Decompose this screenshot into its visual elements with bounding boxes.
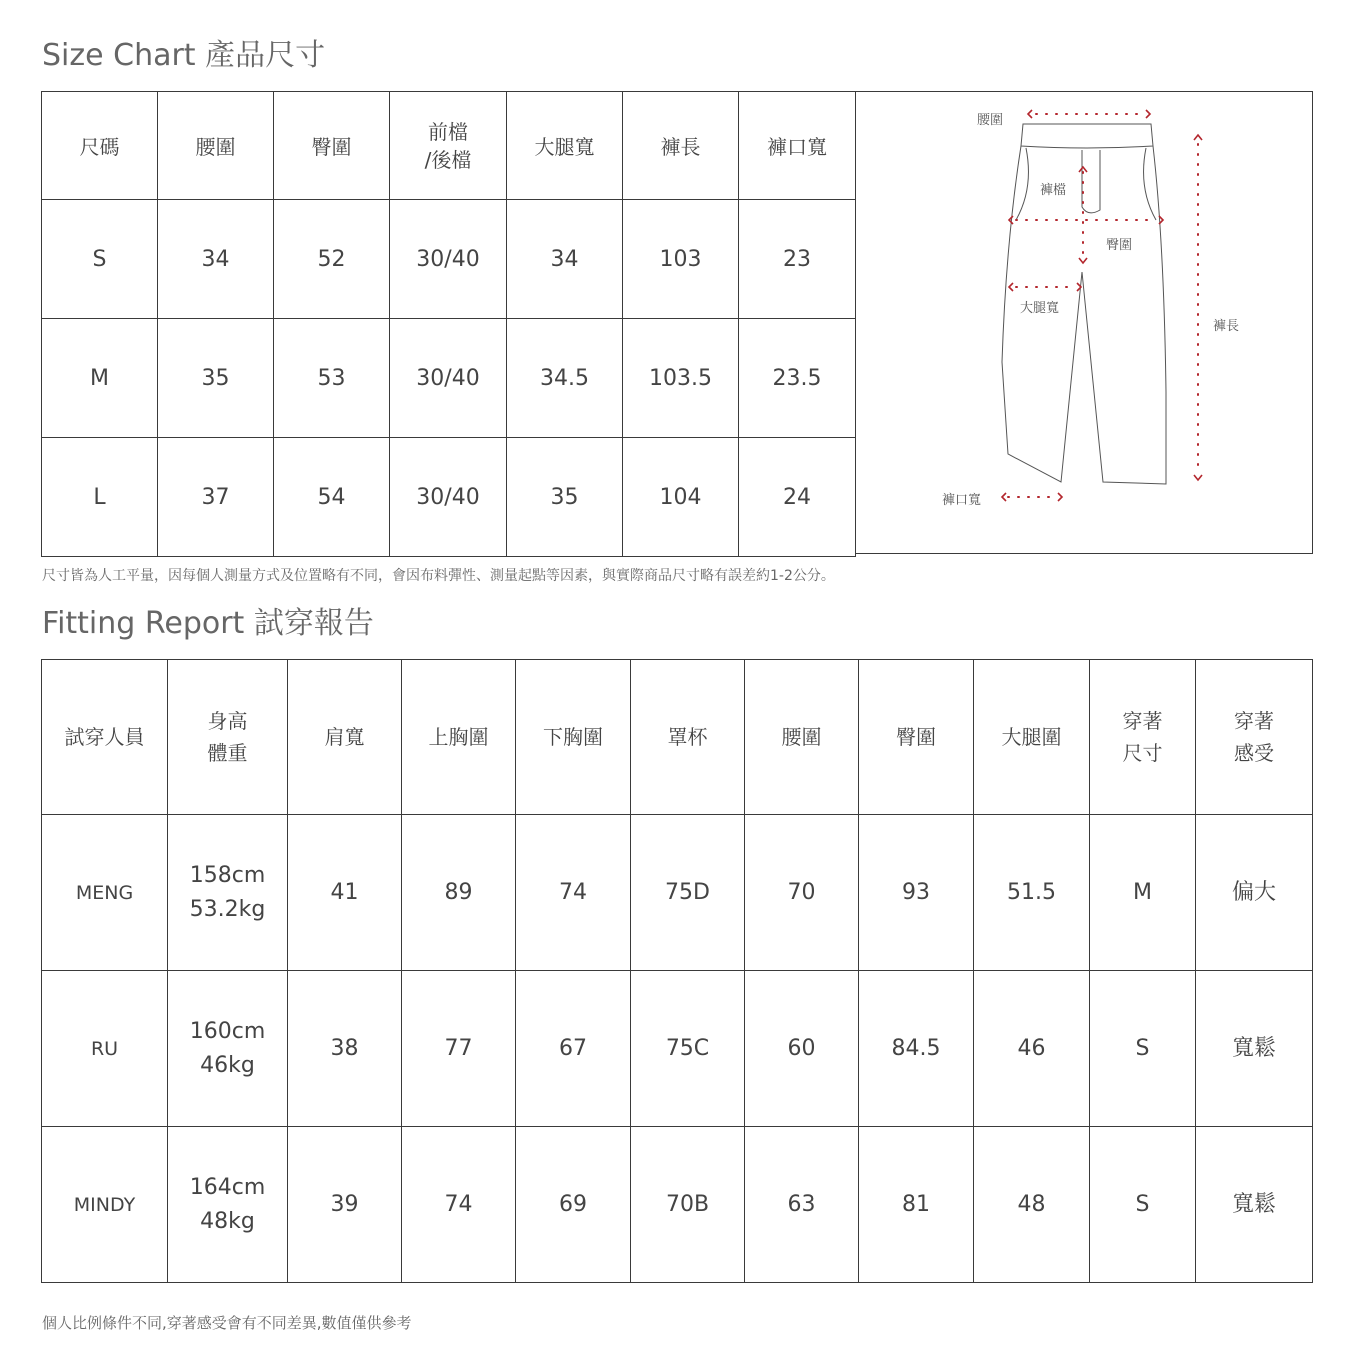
hip-cell: 54 (274, 438, 390, 557)
pants-measurement-diagram (855, 91, 1313, 554)
height-weight-cell (168, 971, 288, 1127)
header-height: 身高 (207, 709, 248, 733)
waist-cell: 70 (745, 815, 859, 971)
header-feel-line1: 穿著 (1234, 709, 1274, 733)
hip-cell: 93 (859, 815, 974, 971)
header-size: 尺碼 (42, 92, 158, 200)
header-length: 褲長 (623, 92, 739, 200)
header-thigh: 大腿寬 (507, 92, 623, 200)
person-name: RU (42, 971, 168, 1127)
feel-cell: 偏大 (1196, 815, 1313, 971)
feel-cell: 寬鬆 (1196, 971, 1313, 1127)
diagram-label-hem: 褲口寬 (942, 493, 982, 508)
header-waist: 腰圍 (745, 660, 859, 815)
header-rise (390, 92, 507, 200)
header-worn-size (1090, 660, 1196, 815)
upper-bust-cell: 89 (402, 815, 516, 971)
rise-cell: 30/40 (390, 319, 507, 438)
thigh-cell: 46 (974, 971, 1090, 1127)
height-value: 158cm (189, 862, 266, 888)
waistband-outline (1021, 124, 1153, 148)
diagram-label-thigh: 大腿寬 (1020, 301, 1060, 316)
header-under-bust: 下胸圍 (516, 660, 631, 815)
height-value: 164cm (189, 1174, 266, 1200)
hip-cell: 52 (274, 200, 390, 319)
length-cell: 103.5 (623, 319, 739, 438)
length-cell: 104 (623, 438, 739, 557)
weight-value: 48kg (200, 1208, 255, 1234)
fitting-report-table (41, 659, 1313, 1283)
waist-cell: 37 (158, 438, 274, 557)
person-name: MENG (42, 815, 168, 971)
weight-value: 53.2kg (189, 896, 266, 922)
header-person: 試穿人員 (42, 660, 168, 815)
header-upper-bust: 上胸圍 (402, 660, 516, 815)
upper-bust-cell: 74 (402, 1127, 516, 1283)
header-worn-size-line1: 穿著 (1122, 709, 1163, 733)
thigh-cell: 34 (507, 200, 623, 319)
fit-row (42, 971, 1313, 1127)
diagram-label-rise: 褲檔 (1040, 183, 1067, 198)
hip-cell: 53 (274, 319, 390, 438)
size-chart-note: 尺寸皆為人工平量，因每個人測量方式及位置略有不同，會因布料彈性、測量起點等因素，與實際商品尺寸略有誤差約1-2公分。 (42, 568, 835, 584)
fly-outline (1082, 150, 1100, 213)
shoulder-cell: 39 (288, 1127, 402, 1283)
fit-header-row (42, 660, 1313, 815)
waist-cell: 34 (158, 200, 274, 319)
cup-cell: 75C (631, 971, 745, 1127)
size-row (42, 319, 856, 438)
person-name: MINDY (42, 1127, 168, 1283)
size-row (42, 200, 856, 319)
size-chart-title: Size Chart 產品尺寸 (42, 38, 326, 73)
under-bust-cell: 67 (516, 971, 631, 1127)
hip-cell: 81 (859, 1127, 974, 1283)
size-cell: M (42, 319, 158, 438)
length-cell: 103 (623, 200, 739, 319)
height-weight-cell (168, 815, 288, 971)
left-pocket-outline (1016, 148, 1028, 220)
hem-cell: 23.5 (739, 319, 856, 438)
header-weight: 體重 (207, 741, 248, 765)
shoulder-cell: 41 (288, 815, 402, 971)
header-height-weight (168, 660, 288, 815)
size-cell: S (42, 200, 158, 319)
worn-size-cell: S (1090, 1127, 1196, 1283)
pants-illustration (856, 92, 1312, 553)
worn-size-cell: M (1090, 815, 1196, 971)
cup-cell: 70B (631, 1127, 745, 1283)
diagram-label-hip: 臀圍 (1106, 238, 1133, 253)
weight-value: 46kg (200, 1052, 255, 1078)
hip-cell: 84.5 (859, 971, 974, 1127)
waist-cell: 63 (745, 1127, 859, 1283)
header-feel-line2: 感受 (1234, 741, 1274, 765)
header-hem: 褲口寬 (739, 92, 856, 200)
size-chart-table (41, 91, 856, 557)
upper-bust-cell: 77 (402, 971, 516, 1127)
fitting-report-title: Fitting Report 試穿報告 (42, 606, 374, 641)
fit-row (42, 815, 1313, 971)
fit-row (42, 1127, 1313, 1283)
waist-cell: 35 (158, 319, 274, 438)
size-cell: L (42, 438, 158, 557)
hem-cell: 23 (739, 200, 856, 319)
diagram-label-waist: 腰圍 (977, 113, 1004, 128)
thigh-cell: 35 (507, 438, 623, 557)
thigh-cell: 48 (974, 1127, 1090, 1283)
rise-cell: 30/40 (390, 438, 507, 557)
fitting-report-note: 個人比例條件不同,穿著感受會有不同差異,數值僅供參考 (42, 1314, 412, 1332)
height-value: 160cm (189, 1018, 266, 1044)
header-waist: 腰圍 (158, 92, 274, 200)
thigh-cell: 34.5 (507, 319, 623, 438)
size-row (42, 438, 856, 557)
worn-size-cell: S (1090, 971, 1196, 1127)
header-worn-size-line2: 尺寸 (1122, 741, 1163, 765)
height-weight-cell (168, 1127, 288, 1283)
header-hip: 臀圍 (274, 92, 390, 200)
header-thigh: 大腿圍 (974, 660, 1090, 815)
header-rise-back: /後檔 (424, 147, 472, 172)
cup-cell: 75D (631, 815, 745, 971)
header-rise-front: 前檔 (428, 119, 468, 144)
diagram-label-length: 褲長 (1213, 319, 1240, 334)
size-header-row (42, 92, 856, 200)
waist-cell: 60 (745, 971, 859, 1127)
header-feel (1196, 660, 1313, 815)
feel-cell: 寬鬆 (1196, 1127, 1313, 1283)
thigh-cell: 51.5 (974, 815, 1090, 971)
hem-cell: 24 (739, 438, 856, 557)
under-bust-cell: 74 (516, 815, 631, 971)
under-bust-cell: 69 (516, 1127, 631, 1283)
header-hip: 臀圍 (859, 660, 974, 815)
header-cup: 罩杯 (631, 660, 745, 815)
rise-cell: 30/40 (390, 200, 507, 319)
header-shoulder: 肩寬 (288, 660, 402, 815)
shoulder-cell: 38 (288, 971, 402, 1127)
